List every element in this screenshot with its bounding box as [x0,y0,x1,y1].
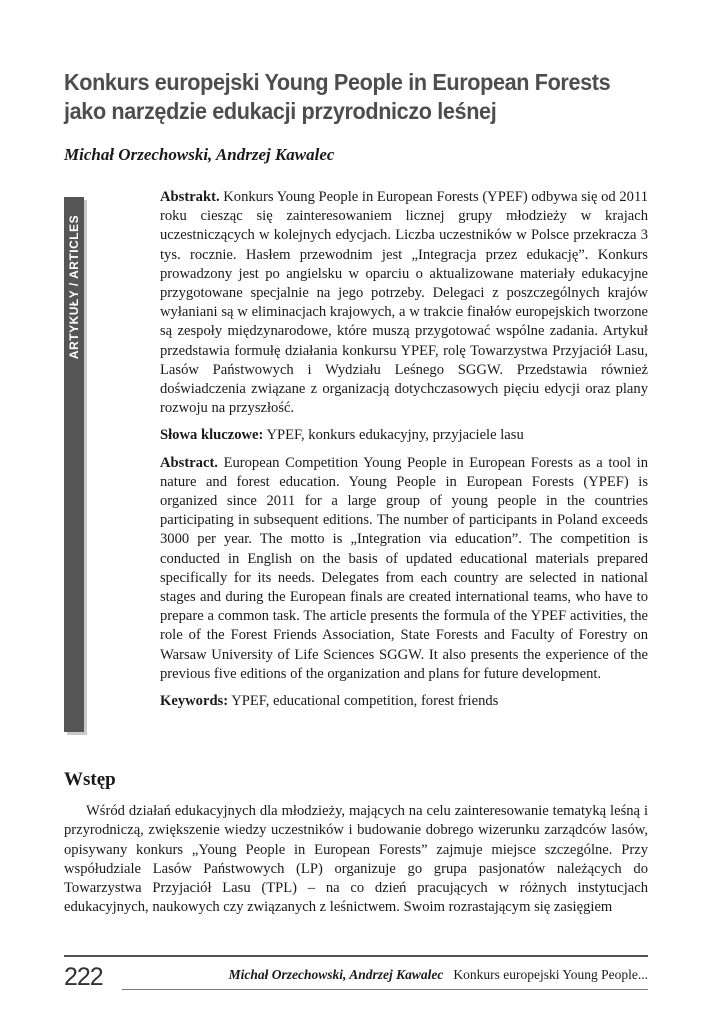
abstract-en-label: Abstract. [160,454,218,471]
abstract-pl [160,188,648,418]
abstract-en-text: European Competition Young People in European Forests as a tool in nature and forest education. Young People in European Forests (YPEF) is organized since 2011 for a large group of young people in the countries participating in subsequent editions. The number of participants in Poland exceeds 3000 per year. The motto is „Integration via education”. The competition is conducted in English on the basis of updated educational materials prepared specifically for its needs. Delegates from each country are selected in national stages and during the European finals are created international teams, who have to prepare a common task. The article presents the formula of the YPEF activities, the role of the Forest Friends Association, State Forests and Faculty of Forestry on Warsaw University of Life Sciences SGGW. It also presents the experience of the previous five editions of the organization and plans for future development. [160,454,648,682]
article-title: Konkurs europejski Young People in European Forests jako narzędzie edukacji przyrodniczo leśnej [64,69,611,124]
abstract-en [160,454,648,684]
page-number: 222 [64,963,103,991]
keywords-en [160,692,648,711]
section-label: ARTYKUŁY / ARTICLES [67,214,82,360]
article-authors: Michał Orzechowski, Andrzej Kawalec [64,145,335,164]
keywords-pl-label: Słowa kluczowe: [160,427,264,444]
running-head [229,966,648,984]
keywords-en-label: Keywords: [160,693,229,710]
section-side-band [64,197,84,732]
footer-rule-bottom [122,989,648,990]
intro-heading: Wstęp [64,769,116,790]
abstract-pl-text: Konkurs Young People in European Forests (YPEF) odbywa się od 2011 roku ciesząc się zainteresowaniem licznej grupy młodzieży w krajach uczestniczących w kolejnych edycjach. Liczba uczestników w Polsce przekracza 3 tys. rocznie. Hasłem przewodnim jest „Integracja przez edukację”. Konkurs prowadzony jest po angielsku w oparciu o aktualizowane materiały edukacyjne przygotowane specjalnie na jego potrzeby. Delegaci z poszczególnych krajów wyłaniani są w eliminacjach krajowych, a w trakcie finałów europejskich tworzone są zespoły międzynarodowe, które muszą przygotować wspólne zadania. Artykuł przedstawia formułę działania konkursu YPEF, rolę Towarzystwa Przyjaciół Lasu, Lasów Państwowych i Wydziału Leśnego SGGW. Przedstawia również doświadczenia związane z organizacją dotychczasowych pięciu edycji oraz plany rozwoju na przyszłość. [160,189,648,417]
abstract-pl-label: Abstrakt. [160,189,220,205]
running-head-authors: Michał Orzechowski, Andrzej Kawalec [228,967,444,982]
keywords-en-text: YPEF, educational competition, forest friends [228,693,499,710]
keywords-pl [160,426,648,445]
abstract-block [160,188,648,719]
running-head-title: Konkurs europejski Young People... [453,967,648,982]
keywords-pl-text: YPEF, konkurs edukacyjny, przyjaciele lasu [263,427,524,444]
footer-rule [64,955,648,957]
intro-paragraph: Wśród działań edukacyjnych dla młodzieży, mających na celu zainteresowanie tematyką leśną i przyrodniczą, zwiększenie wiedzy uczestników i budowanie dobrego wizerunku zarządców lasów, opisywany konkurs „Young People in European Forests” zajmuje miejsce szczególne. Przy współudziale Lasów Państwowych (LP) organizuje go grupa pasjonatów należących do Towarzystwa Przyjaciół Lasu (TPL) – na co dzień pracujących w różnych instytucjach edukacyjnych, naukowych czy związanych z leśnictwem. Swoim rozrastającym się zasięgiem [64,803,648,916]
